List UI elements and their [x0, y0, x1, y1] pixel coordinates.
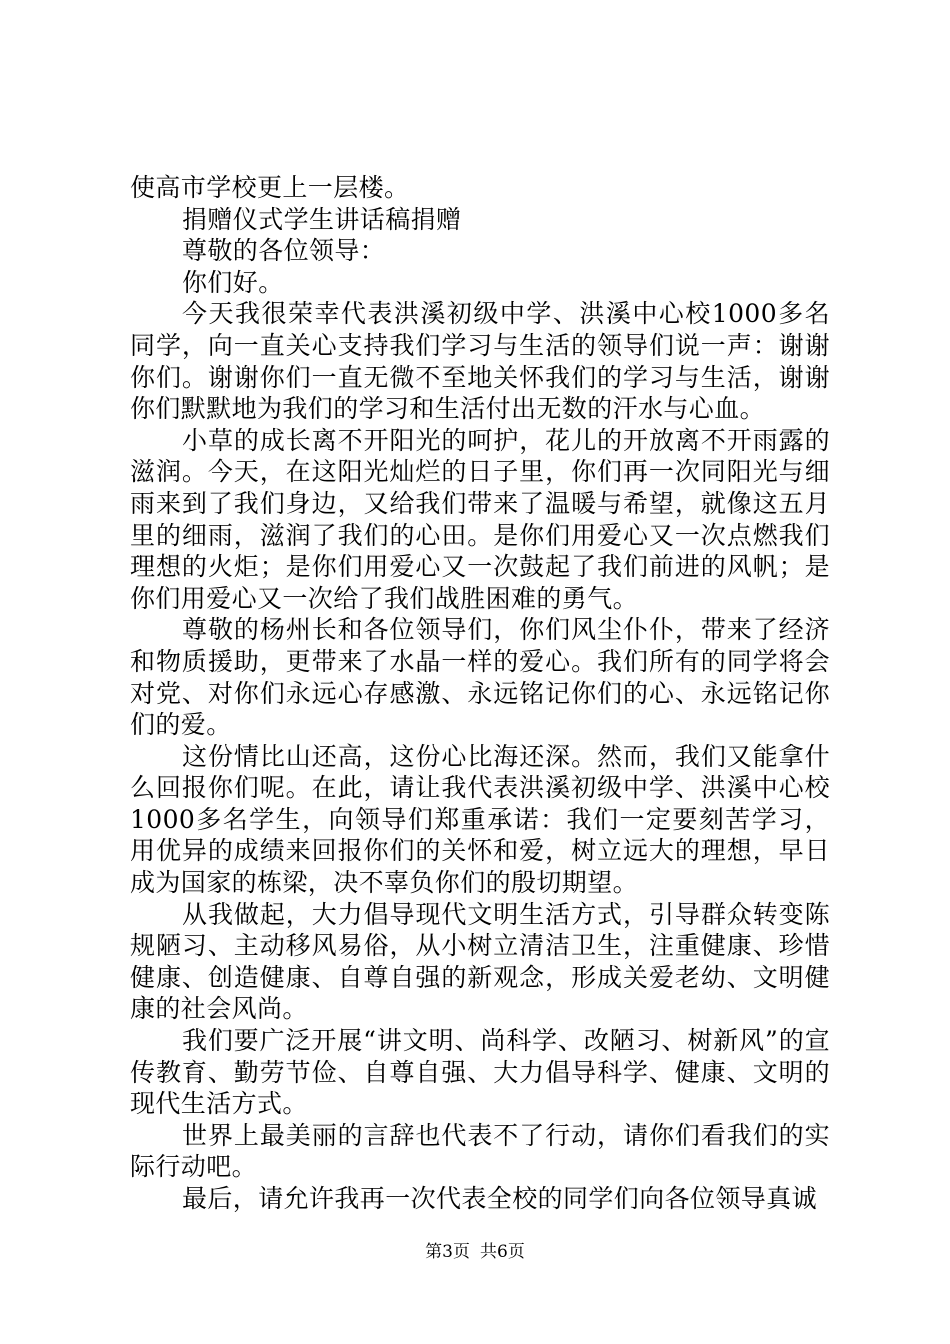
page-footer [0, 1241, 950, 1263]
salutation: 尊敬的各位领导： [182, 236, 386, 266]
paragraph: 尊敬的杨州长和各位领导们，你们风尘仆仆，带来了经济和物质援助，更带来了水晶一样的爱心。我们所有的同学将会对党、对你们永远心存感激、永远铭记你们的心、永远铭记你们的爱。 [130, 615, 830, 740]
page-total: 共6页 [480, 1242, 525, 1262]
paragraph: 我们要广泛开展“讲文明、尚科学、改陋习、树新风”的宣传教育、勤劳节俭、自尊自强、大力倡导科学、健康、文明的现代生活方式。 [130, 1026, 830, 1119]
greeting: 你们好。 [182, 267, 284, 297]
document-title: 捐赠仪式学生讲话稿捐赠 [182, 204, 462, 234]
paragraph: 小草的成长离不开阳光的呵护，花儿的开放离不开雨露的滋润。今天，在这阳光灿烂的日子里，你们再一次同阳光与细雨来到了我们身边，又给我们带来了温暖与希望，就像这五月里的细雨，滋润了我们的心田。是你们用爱心又一次点燃我们理想的火炬；是你们用爱心又一次鼓起了我们前进的风帆；是你们用爱心又一次给了我们战胜困难的勇气。 [130, 425, 830, 613]
paragraph-continuation: 使高市学校更上一层楼。 [130, 173, 410, 202]
paragraph: 今天我很荣幸代表洪溪初级中学、洪溪中心校1000多名同学，向一直关心支持我们学习与生活的领导们说一声：谢谢你们。谢谢你们一直无微不至地关怀我们的学习与生活，谢谢你们默默地为我们的学习和生活付出无数的汗水与心血。 [130, 299, 830, 424]
paragraph: 这份情比山还高，这份心比海还深。然而，我们又能拿什么回报你们呢。在此，请让我代表洪溪初级中学、洪溪中心校1000多名学生，向领导们郑重承诺：我们一定要刻苦学习，用优异的成绩来回报你们的关怀和爱，树立远大的理想，早日成为国家的栋梁，决不辜负你们的殷切期望。 [130, 741, 830, 898]
paragraph: 最后，请允许我再一次代表全校的同学们向各位领导真诚 [182, 1184, 818, 1213]
paragraph: 世界上最美丽的言辞也代表不了行动，请你们看我们的实际行动吧。 [130, 1120, 830, 1182]
paragraph: 从我做起，大力倡导现代文明生活方式，引导群众转变陈规陋习、主动移风易俗，从小树立清洁卫生，注重健康、珍惜健康、创造健康、自尊自强的新观念，形成关爱老幼、文明健康的社会风尚。 [130, 899, 830, 1024]
document-body [130, 172, 830, 1215]
page-number: 第3页 [425, 1242, 470, 1262]
